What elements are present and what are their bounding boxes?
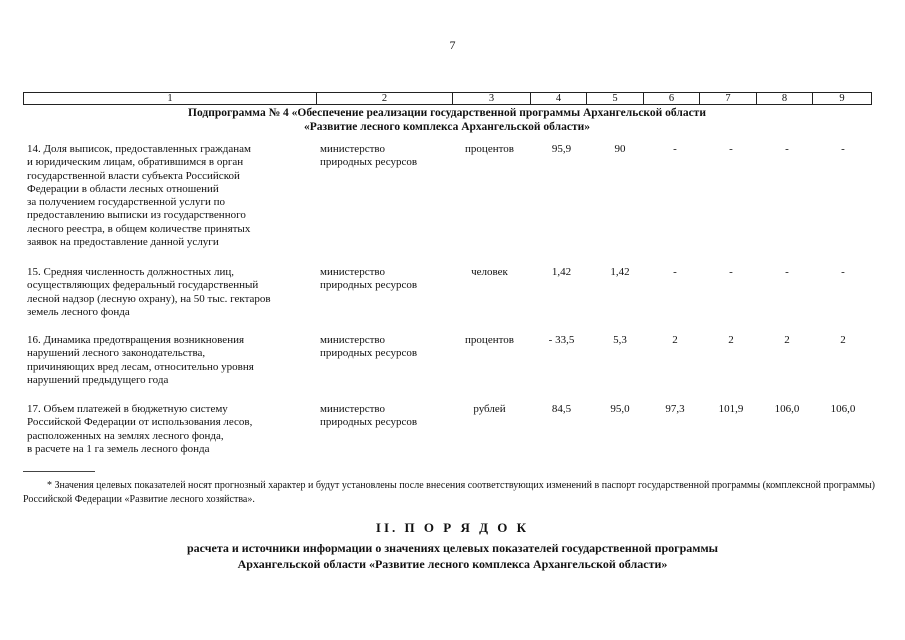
unit-cell: рублей [473, 403, 506, 415]
value-cell: 2 [728, 334, 734, 346]
indicator-name-line: и юридическим лицам, обратившимся в орган [27, 156, 244, 169]
indicator-name-line: нарушений лесного законодательства, [27, 347, 206, 360]
indicator-name-line: 15. Средняя численность должностных лиц, [27, 266, 235, 278]
indicator-name-line: нарушений предыдущего года [27, 373, 169, 386]
column-number: 9 [813, 93, 872, 105]
subprogram-title-line: «Развитие лесного комплекса Архангельской области» [304, 121, 590, 133]
value-cell: - [841, 266, 845, 278]
value-cell: 95,0 [610, 403, 630, 415]
indicator-name-line: в расчете на 1 га земель лесного фонда [27, 442, 210, 455]
column-number: 7 [700, 93, 757, 105]
value-cell: - [673, 266, 677, 278]
footnote: * Значения целевых показателей носят прогнозный характер и будут установлены после внесения соответствующих изменений в паспорт государственной программы (комплексной программы) Российской Федерации «Развитие лесного хозяйства». [23, 480, 876, 505]
responsible-body [320, 334, 450, 361]
indicator-name-line: заявок на предоставление данной услуги [27, 236, 219, 249]
value-cell: - 33,5 [548, 334, 575, 346]
indicator-name-line: 16. Динамика предотвращения возникновения [27, 334, 245, 346]
column-number-header [23, 92, 872, 105]
responsible-line: природных ресурсов [320, 279, 418, 292]
indicator-name [27, 266, 317, 319]
value-cell: 95,9 [551, 143, 572, 155]
responsible-line: министерство [320, 403, 386, 415]
indicator-name-line: лесного реестра, в общем количестве принятых [27, 222, 251, 235]
indicator-name-line: за получением государственной услуги по [27, 196, 226, 209]
column-number: 3 [453, 93, 531, 105]
subprogram-title [23, 106, 871, 134]
subprogram-title-line: Подпрограмма № 4 «Обеспечение реализации государственной программы Архангельской области [188, 107, 706, 119]
value-cell: - [729, 266, 733, 278]
value-cell: - [785, 143, 789, 155]
value-cell: - [673, 143, 677, 155]
unit-cell: процентов [465, 143, 514, 155]
responsible-body [320, 266, 450, 293]
indicator-name-line: причиняющих вред лесам, относительно уровня [27, 360, 254, 373]
column-number: 8 [757, 93, 813, 105]
footnote-divider [23, 471, 95, 472]
value-cell: 2 [672, 334, 678, 346]
section-subtitle-line: расчета и источники информации о значениях целевых показателей государственной программы [186, 541, 719, 555]
value-cell: - [785, 266, 789, 278]
column-number: 6 [644, 93, 700, 105]
indicator-name-line: предоставлению выписки из государственного [27, 209, 246, 222]
value-cell: 101,9 [718, 403, 744, 415]
value-cell: - [841, 143, 845, 155]
section-subtitle-line: Архангельской области «Развитие лесного комплекса Архангельской области» [237, 557, 668, 571]
value-cell: 106,0 [774, 403, 800, 415]
indicator-name [27, 143, 317, 249]
indicator-name-line: расположенных на землях лесного фонда, [27, 429, 224, 442]
responsible-line: министерство [320, 334, 386, 346]
section-subtitle [0, 540, 905, 572]
unit-cell: человек [471, 266, 508, 278]
indicator-name-line: 17. Объем платежей в бюджетную систему [27, 403, 228, 415]
column-number: 1 [24, 93, 317, 105]
column-number: 4 [531, 93, 587, 105]
responsible-line: природных ресурсов [320, 347, 418, 360]
indicator-name-line: Федерации в области лесных отношений [27, 182, 219, 195]
indicator-name-line: 14. Доля выписок, предоставленных гражданам [27, 143, 251, 155]
value-cell: - [729, 143, 733, 155]
responsible-line: министерство [320, 266, 386, 278]
responsible-body [320, 403, 450, 430]
value-cell: 2 [840, 334, 846, 346]
responsible-body [320, 143, 450, 170]
value-cell: 97,3 [665, 403, 685, 415]
value-cell: 84,5 [551, 403, 572, 415]
column-number: 2 [317, 93, 453, 105]
value-cell: 90 [614, 143, 626, 155]
responsible-line: министерство [320, 143, 386, 155]
value-cell: 1,42 [610, 266, 630, 278]
indicator-name [27, 403, 317, 456]
indicator-name-line: государственной власти субъекта Российской [27, 169, 240, 182]
value-cell: 106,0 [830, 403, 856, 415]
indicator-name-line: земель лесного фонда [27, 305, 130, 318]
indicator-name-line: осуществляющих федеральный государственный [27, 279, 259, 292]
value-cell: 5,3 [613, 334, 627, 346]
column-number: 5 [587, 93, 644, 105]
page-number: 7 [449, 38, 456, 52]
section-title: II. П О Р Я Д О К [375, 520, 530, 535]
responsible-line: природных ресурсов [320, 416, 418, 429]
unit-cell: процентов [465, 334, 514, 346]
value-cell: 1,42 [551, 266, 572, 278]
indicator-name [27, 334, 317, 387]
indicator-name-line: лесной надзор (лесную охрану), на 50 тыс. гектаров [27, 292, 271, 305]
value-cell: 2 [784, 334, 790, 346]
responsible-line: природных ресурсов [320, 156, 418, 169]
indicator-name-line: Российской Федерации от использования лесов, [27, 416, 253, 429]
